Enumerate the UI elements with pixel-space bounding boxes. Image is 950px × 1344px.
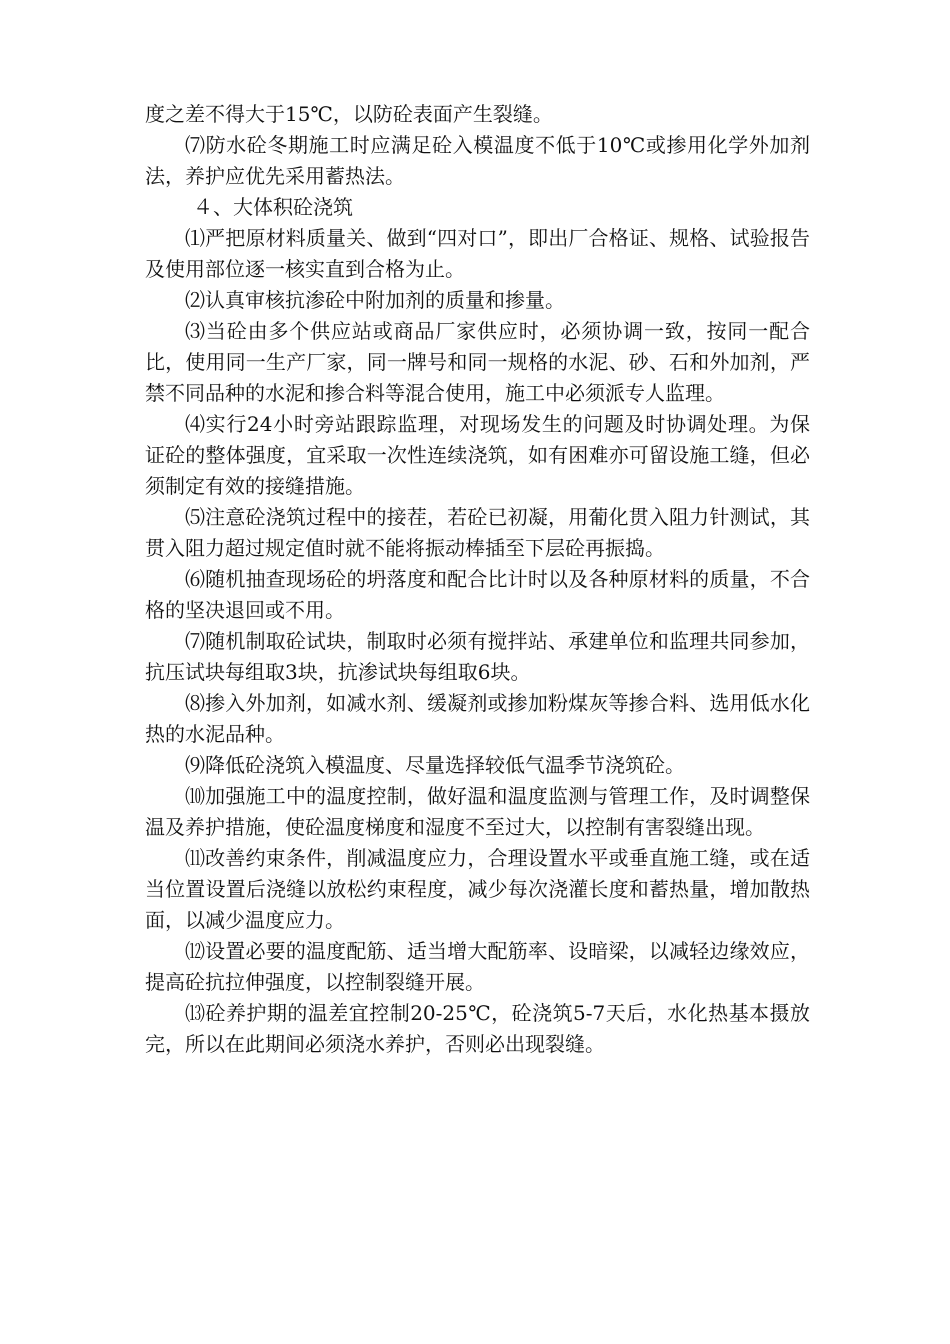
paragraph-item-7-waterproof: ⑺防水砼冬期施工时应满足砼入模温度不低于10℃或掺用化学外加剂法，养护应优先采用蓄热法。	[145, 133, 810, 188]
paragraph-item-11: ⑾改善约束条件，削减温度应力，合理设置水平或垂直施工缝，或在适当位置设置后浇缝以放松约束程度，减少每次浇灌长度和蓄热量，增加散热面，以减少温度应力。	[145, 846, 810, 932]
paragraph-item-10: ⑽加强施工中的温度控制，做好温和温度监测与管理工作，及时调整保温及养护措施，使砼温度梯度和湿度不至过大，以控制有害裂缝出现。	[145, 784, 810, 839]
paragraph-item-5: ⑸注意砼浇筑过程中的接茬，若砼已初凝，用葡化贯入阻力针测试，其贯入阻力超过规定值时就不能将振动棒插至下层砼再振捣。	[145, 505, 810, 560]
paragraph-item-2: ⑵认真审核抗渗砼中附加剂的质量和掺量。	[185, 288, 565, 312]
paragraph-item-8: ⑻掺入外加剂，如减水剂、缓凝剂或掺加粉煤灰等掺合料、选用低水化热的水泥品种。	[145, 691, 810, 746]
section-heading-mass-concrete: ４、大体积砼浇筑	[193, 195, 353, 219]
paragraph-item-9: ⑼降低砼浇筑入模温度、尽量选择较低气温季节浇筑砼。	[185, 753, 685, 777]
paragraph-item-6: ⑹随机抽查现场砼的坍落度和配合比计时以及各种原材料的质量，不合格的坚决退回或不用。	[145, 567, 810, 622]
document-page	[145, 99, 810, 1060]
paragraph-item-7: ⑺随机制取砼试块，制取时必须有搅拌站、承建单位和监理共同参加，抗压试块每组取3块，抗渗试块每组取6块。	[145, 629, 810, 684]
paragraph-item-4: ⑷实行24小时旁站跟踪监理，对现场发生的问题及时协调处理。为保证砼的整体强度，宜采取一次性连续浇筑，如有困难亦可留设施工缝，但必须制定有效的接缝措施。	[145, 412, 810, 498]
paragraph-item-13: ⒀砼养护期的温差宜控制20-25℃，砼浇筑5-7天后，水化热基本摄放完，所以在此期间必须浇水养护，否则必出现裂缝。	[145, 1001, 810, 1056]
paragraph-item-1: ⑴严把原材料质量关、做到“四对口”，即出厂合格证、规格、试验报告及使用部位逐一核实直到合格为止。	[145, 226, 810, 281]
paragraph-item-12: ⑿设置必要的温度配筋、适当增大配筋率、设暗梁，以减轻边缘效应，提高砼抗拉伸强度，以控制裂缝开展。	[145, 939, 810, 994]
paragraph-item-3: ⑶当砼由多个供应站或商品厂家供应时，必须协调一致，按同一配合比，使用同一生产厂家，同一牌号和同一规格的水泥、砂、石和外加剂，严禁不同品种的水泥和掺合料等混合使用，施工中必须派专人监理。	[145, 319, 810, 405]
paragraph-continuation: 度之差不得大于15℃，以防砼表面产生裂缝。	[145, 102, 553, 126]
